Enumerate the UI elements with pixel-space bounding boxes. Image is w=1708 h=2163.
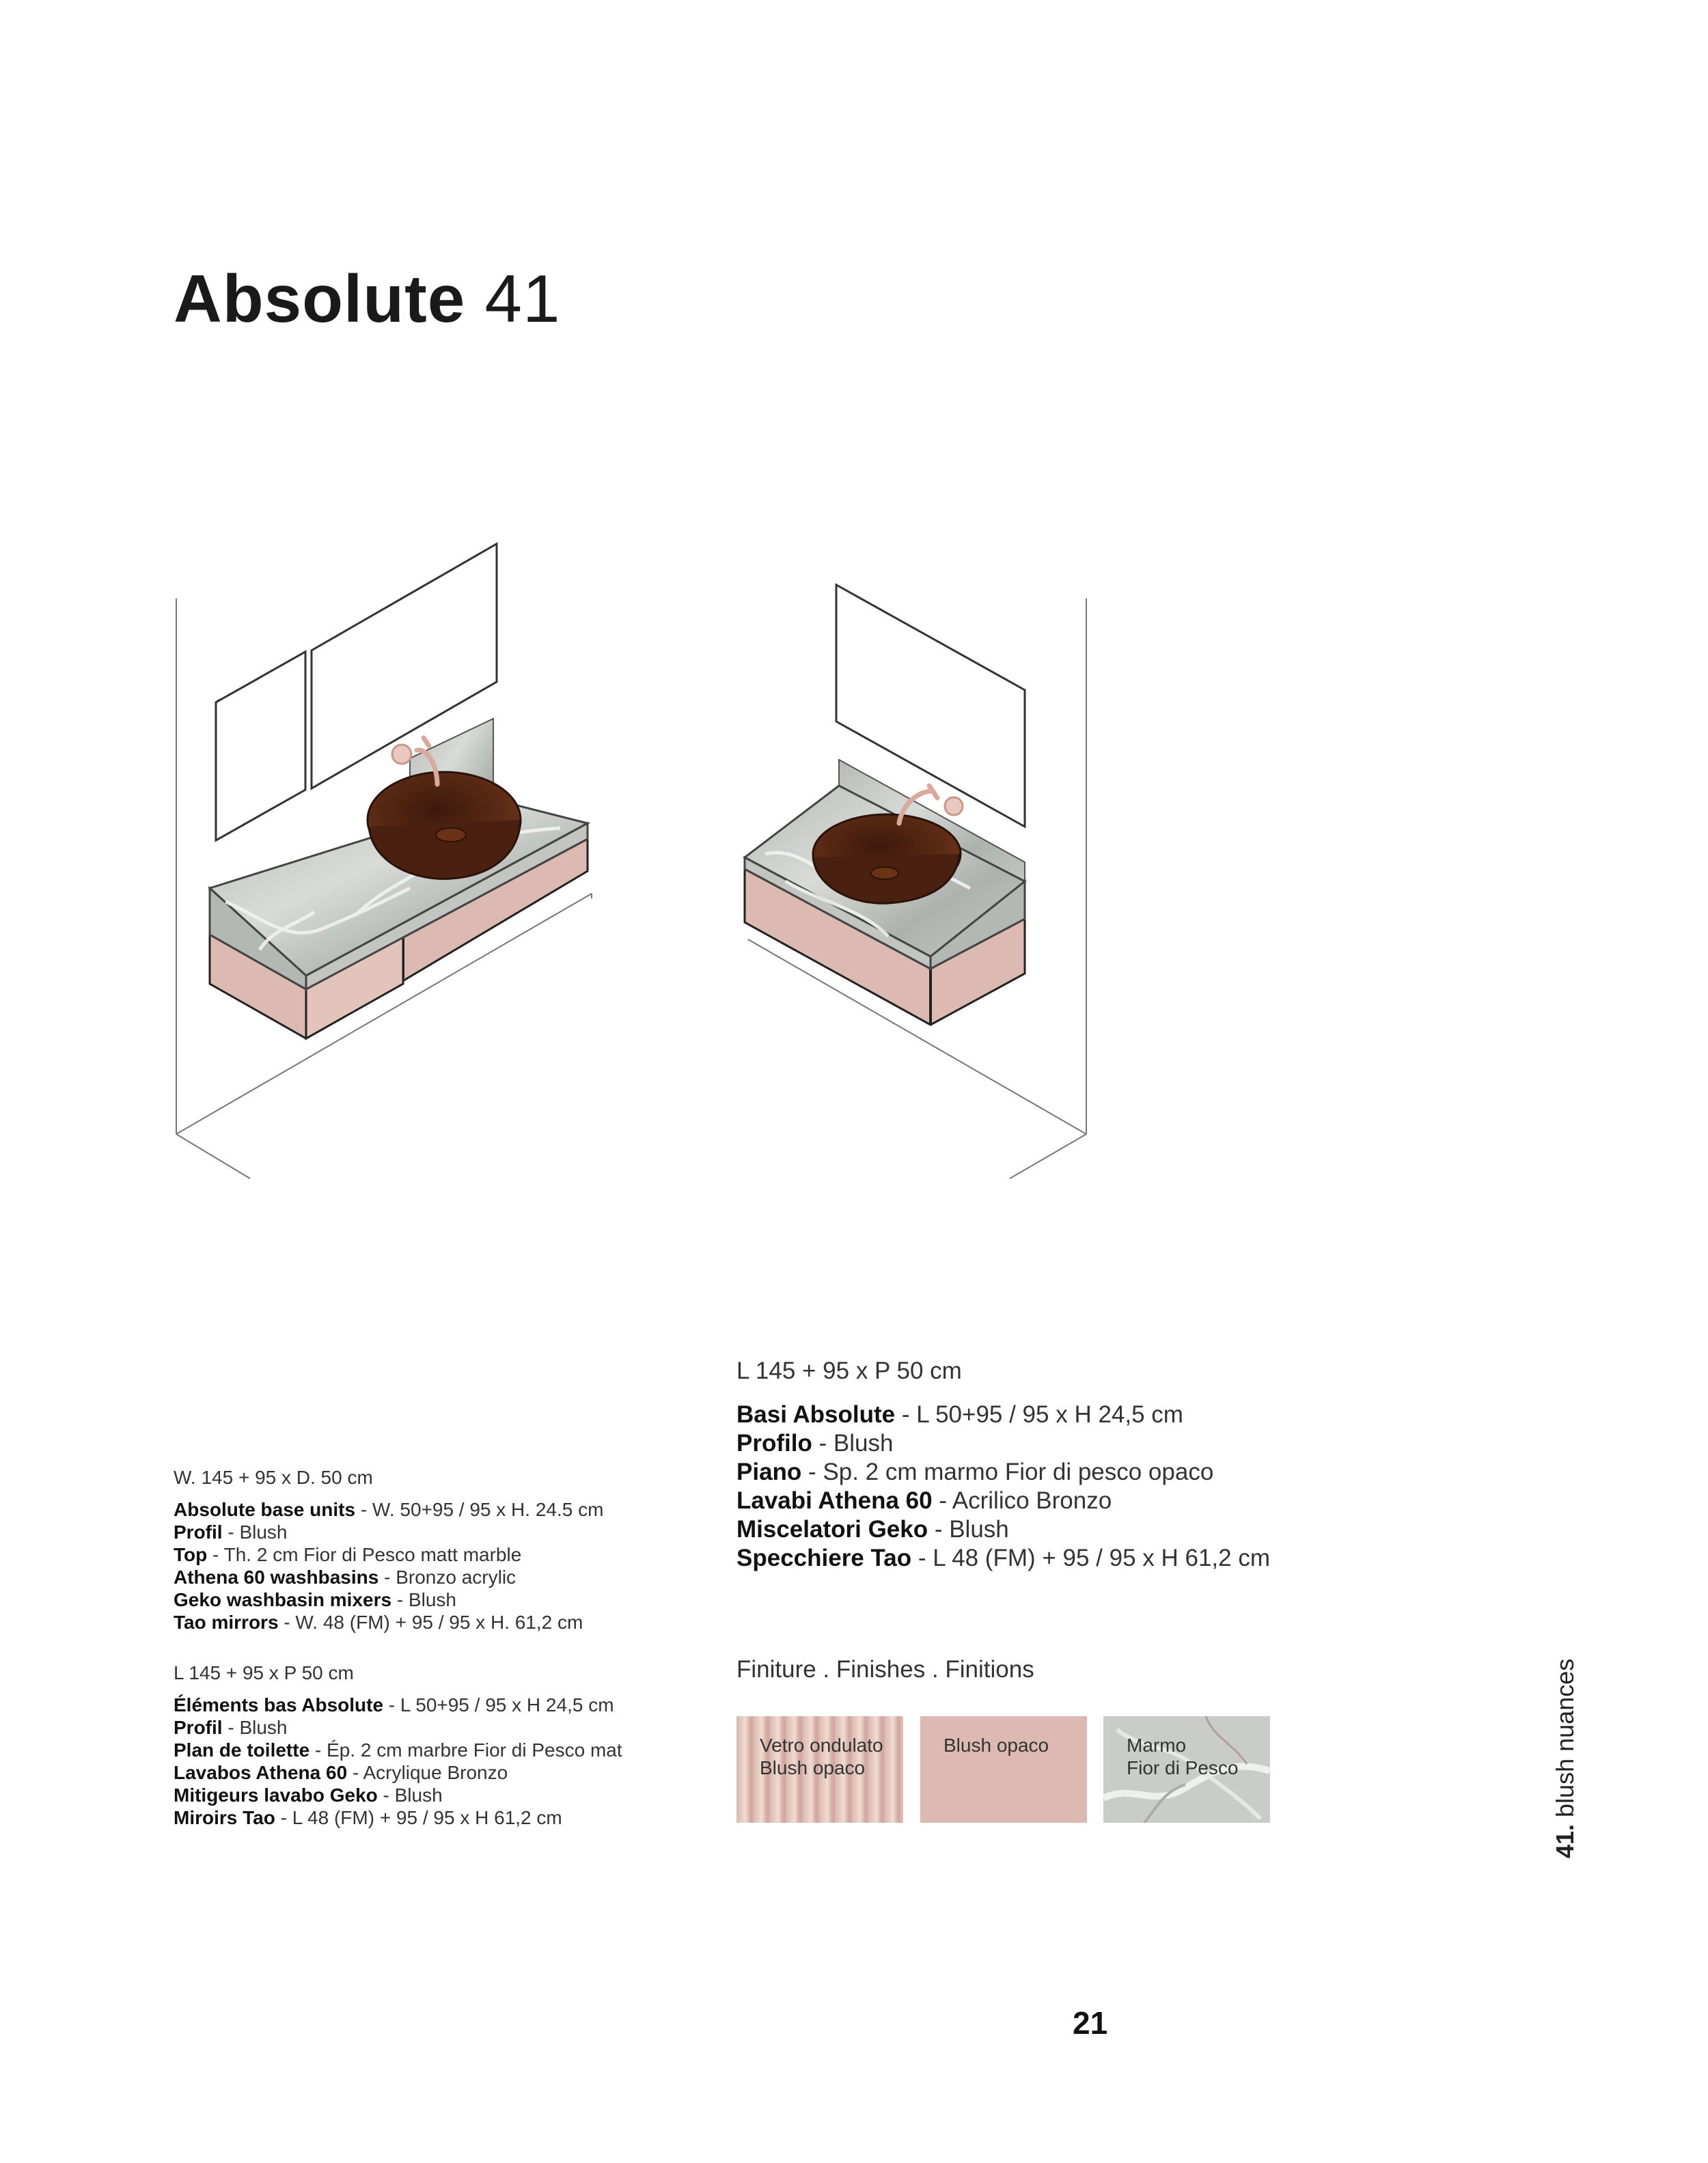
spec-row: Top - Th. 2 cm Fior di Pesco matt marble xyxy=(174,1544,522,1565)
finishes-title: Finiture . Finishes . Finitions xyxy=(736,1656,1034,1683)
spec-row: Profil - Blush xyxy=(174,1717,288,1738)
spec-row: Éléments bas Absolute - L 50+95 / 95 x H 24,5 cm xyxy=(174,1694,614,1716)
spec-row: Profil - Blush xyxy=(174,1521,288,1543)
swatch-label: Marmo Fior di Pesco xyxy=(1127,1735,1239,1778)
specs-fr-dimensions: L 145 + 95 x P 50 cm xyxy=(174,1662,354,1683)
title-number: 41 xyxy=(484,261,561,336)
mirror-small xyxy=(216,652,305,840)
specs-english xyxy=(174,1466,603,1634)
right-view-illustration xyxy=(745,585,1086,1179)
specs-french xyxy=(174,1662,622,1829)
spec-row: Athena 60 washbasins - Bronzo acrylic xyxy=(174,1567,516,1588)
spec-row: Geko washbasin mixers - Blush xyxy=(174,1589,456,1610)
spec-row: Absolute base units - W. 50+95 / 95 x H. 24.5 cm xyxy=(174,1499,604,1520)
spec-row: Tao mirrors - W. 48 (FM) + 95 / 95 x H. 61,2 cm xyxy=(174,1612,583,1633)
spec-row: Plan de toilette - Ép. 2 cm marbre Fior di Pesco mat xyxy=(174,1739,622,1761)
left-view-illustration xyxy=(176,544,592,1179)
specs-en-dimensions: W. 145 + 95 x D. 50 cm xyxy=(174,1467,373,1488)
swatch-label: Vetro ondulato Blush opaco xyxy=(760,1735,883,1778)
spec-row: Miroirs Tao - L 48 (FM) + 95 / 95 x H 61,2 cm xyxy=(174,1807,562,1828)
specs-it-dimensions: L 145 + 95 x P 50 cm xyxy=(736,1358,962,1384)
spec-row: Specchiere Tao - L 48 (FM) + 95 / 95 x H 61,2 cm xyxy=(736,1545,1271,1571)
swatch-label: Blush opaco xyxy=(943,1735,1049,1756)
spec-row: Basi Absolute - L 50+95 / 95 x H 24,5 cm xyxy=(736,1401,1183,1428)
finish-swatch-vetro-ondulato xyxy=(736,1716,903,1823)
spec-row: Profilo - Blush xyxy=(736,1430,894,1457)
title-bold: Absolute xyxy=(174,261,466,336)
specs-italian xyxy=(736,1357,1270,1573)
spec-row: Lavabos Athena 60 - Acrylique Bronzo xyxy=(174,1762,508,1783)
spec-row: Miscelatori Geko - Blush xyxy=(736,1516,1009,1543)
side-label-number: 41. xyxy=(1551,1823,1579,1858)
side-label xyxy=(1551,1380,1580,1858)
finish-swatch-marmo-fior-di-pesco xyxy=(1103,1716,1270,1823)
page-number: 21 xyxy=(1073,2005,1108,2041)
finish-swatch-blush-opaco xyxy=(920,1716,1087,1823)
side-label-text: blush nuances xyxy=(1551,1658,1579,1817)
spec-row: Mitigeurs lavabo Geko - Blush xyxy=(174,1785,443,1806)
spec-row: Lavabi Athena 60 - Acrilico Bronzo xyxy=(736,1487,1112,1514)
spec-row: Piano - Sp. 2 cm marmo Fior di pesco opaco xyxy=(736,1459,1214,1485)
